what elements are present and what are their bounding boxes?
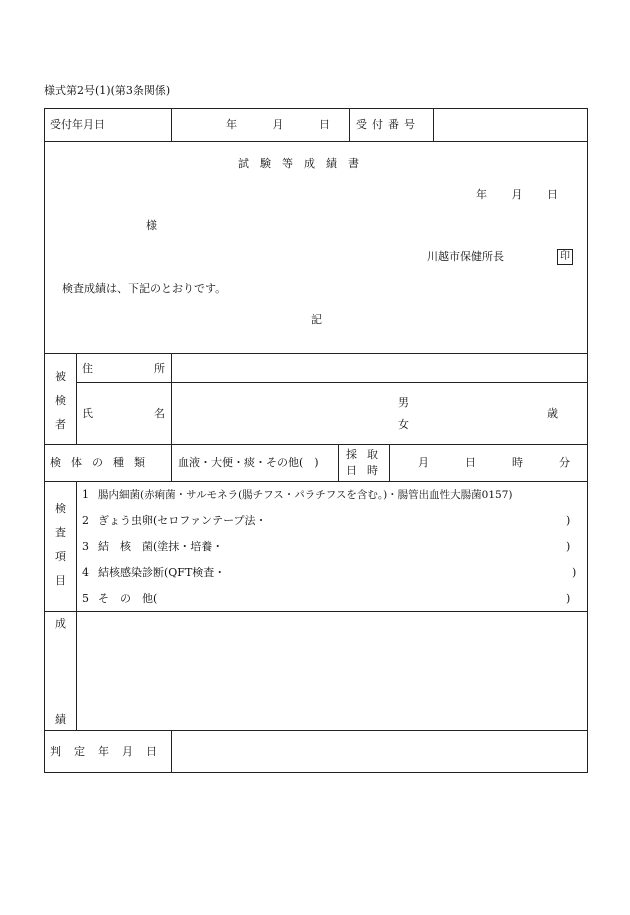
- collection-month: 月: [418, 456, 429, 469]
- test-item-2-close: ): [566, 514, 571, 527]
- test-item-2-number: 2: [82, 514, 89, 527]
- collection-label-1: 採取: [346, 448, 388, 461]
- issue-date: [476, 188, 558, 202]
- test-item-4-number: 4: [82, 566, 89, 579]
- statement-text: 検査成績は、下記のとおりです。: [62, 282, 227, 295]
- address-label: [82, 362, 165, 376]
- receipt-number-label: 受付番号: [356, 118, 420, 131]
- test-item-4-text[interactable]: 結核感染診断(QFT検査・: [98, 566, 226, 579]
- judgment-date-label: 判定年月日: [50, 745, 170, 758]
- test-item-3-text[interactable]: 結 核 菌(塗抹・培養・: [98, 540, 224, 553]
- issue-month: 月: [511, 188, 523, 201]
- test-items-label-4: 目: [55, 574, 66, 587]
- name-label: [82, 407, 165, 421]
- month-label: 月: [272, 118, 284, 131]
- test-item-1-number: 1: [82, 488, 89, 501]
- issue-day: 日: [547, 188, 558, 201]
- collection-day: 日: [465, 456, 476, 469]
- specimen-type-label: 検体の種類: [50, 456, 155, 469]
- issue-year: 年: [476, 188, 487, 201]
- sex-female[interactable]: 女: [398, 418, 409, 431]
- sex-male[interactable]: 男: [398, 396, 409, 409]
- name-field[interactable]: [172, 383, 392, 444]
- seal-mark: 印: [557, 249, 573, 265]
- test-item-5-close: ): [566, 592, 571, 605]
- test-item-2-text[interactable]: ぎょう虫卵(セロファンテープ法・: [98, 514, 267, 527]
- address-label-2: 所: [154, 362, 165, 375]
- test-item-3-close: ): [566, 540, 571, 553]
- day-label: 日: [319, 118, 330, 131]
- test-items-label-2: 査: [55, 526, 66, 539]
- address-field[interactable]: [172, 354, 587, 382]
- specimen-type-value[interactable]: 血液・大便・痰・その他( ): [178, 456, 319, 469]
- certificate-title: 試験等成績書: [238, 157, 370, 170]
- address-label-1: 住: [82, 362, 93, 375]
- received-date-label: [50, 118, 165, 132]
- judgment-date-field[interactable]: [172, 731, 587, 772]
- examinee-label-3: 者: [55, 418, 66, 431]
- collection-label-2: 日時: [346, 464, 388, 477]
- results-field[interactable]: [77, 612, 587, 730]
- test-item-5-number: 5: [82, 592, 89, 605]
- receipt-number-field[interactable]: [434, 109, 587, 140]
- age-unit: 歳: [547, 407, 558, 420]
- test-item-4-close: ): [572, 566, 577, 579]
- test-items-label-1: 検: [55, 502, 66, 515]
- test-items-label-3: 項: [55, 550, 66, 563]
- form-number: 様式第2号(1)(第3条関係): [44, 84, 171, 97]
- collection-minute: 分: [559, 456, 570, 469]
- received-date-fields: [226, 118, 330, 132]
- collection-datetime: [418, 456, 570, 470]
- name-label-2: 名: [154, 407, 165, 420]
- test-item-3-number: 3: [82, 540, 89, 553]
- collection-hour: 時: [512, 456, 523, 469]
- name-label-1: 氏: [82, 407, 93, 420]
- received-date-label-text: 受付年月日: [50, 118, 105, 131]
- test-item-1-text[interactable]: 腸内細菌(赤痢菌・サルモネラ(腸チフス・パラチフスを含む。)・腸管出血性大腸菌0157): [98, 489, 513, 501]
- results-label-top: 成: [55, 617, 66, 630]
- results-label-bottom: 績: [55, 713, 66, 726]
- examinee-label-1: 被: [55, 370, 66, 383]
- issuer-name: 川越市保健所長: [427, 250, 504, 263]
- test-item-5-text[interactable]: そ の 他(: [98, 592, 158, 605]
- examinee-label-2: 検: [55, 394, 66, 407]
- year-label: 年: [226, 118, 237, 131]
- addressee-suffix: 様: [146, 219, 157, 232]
- ki-heading: 記: [311, 313, 322, 326]
